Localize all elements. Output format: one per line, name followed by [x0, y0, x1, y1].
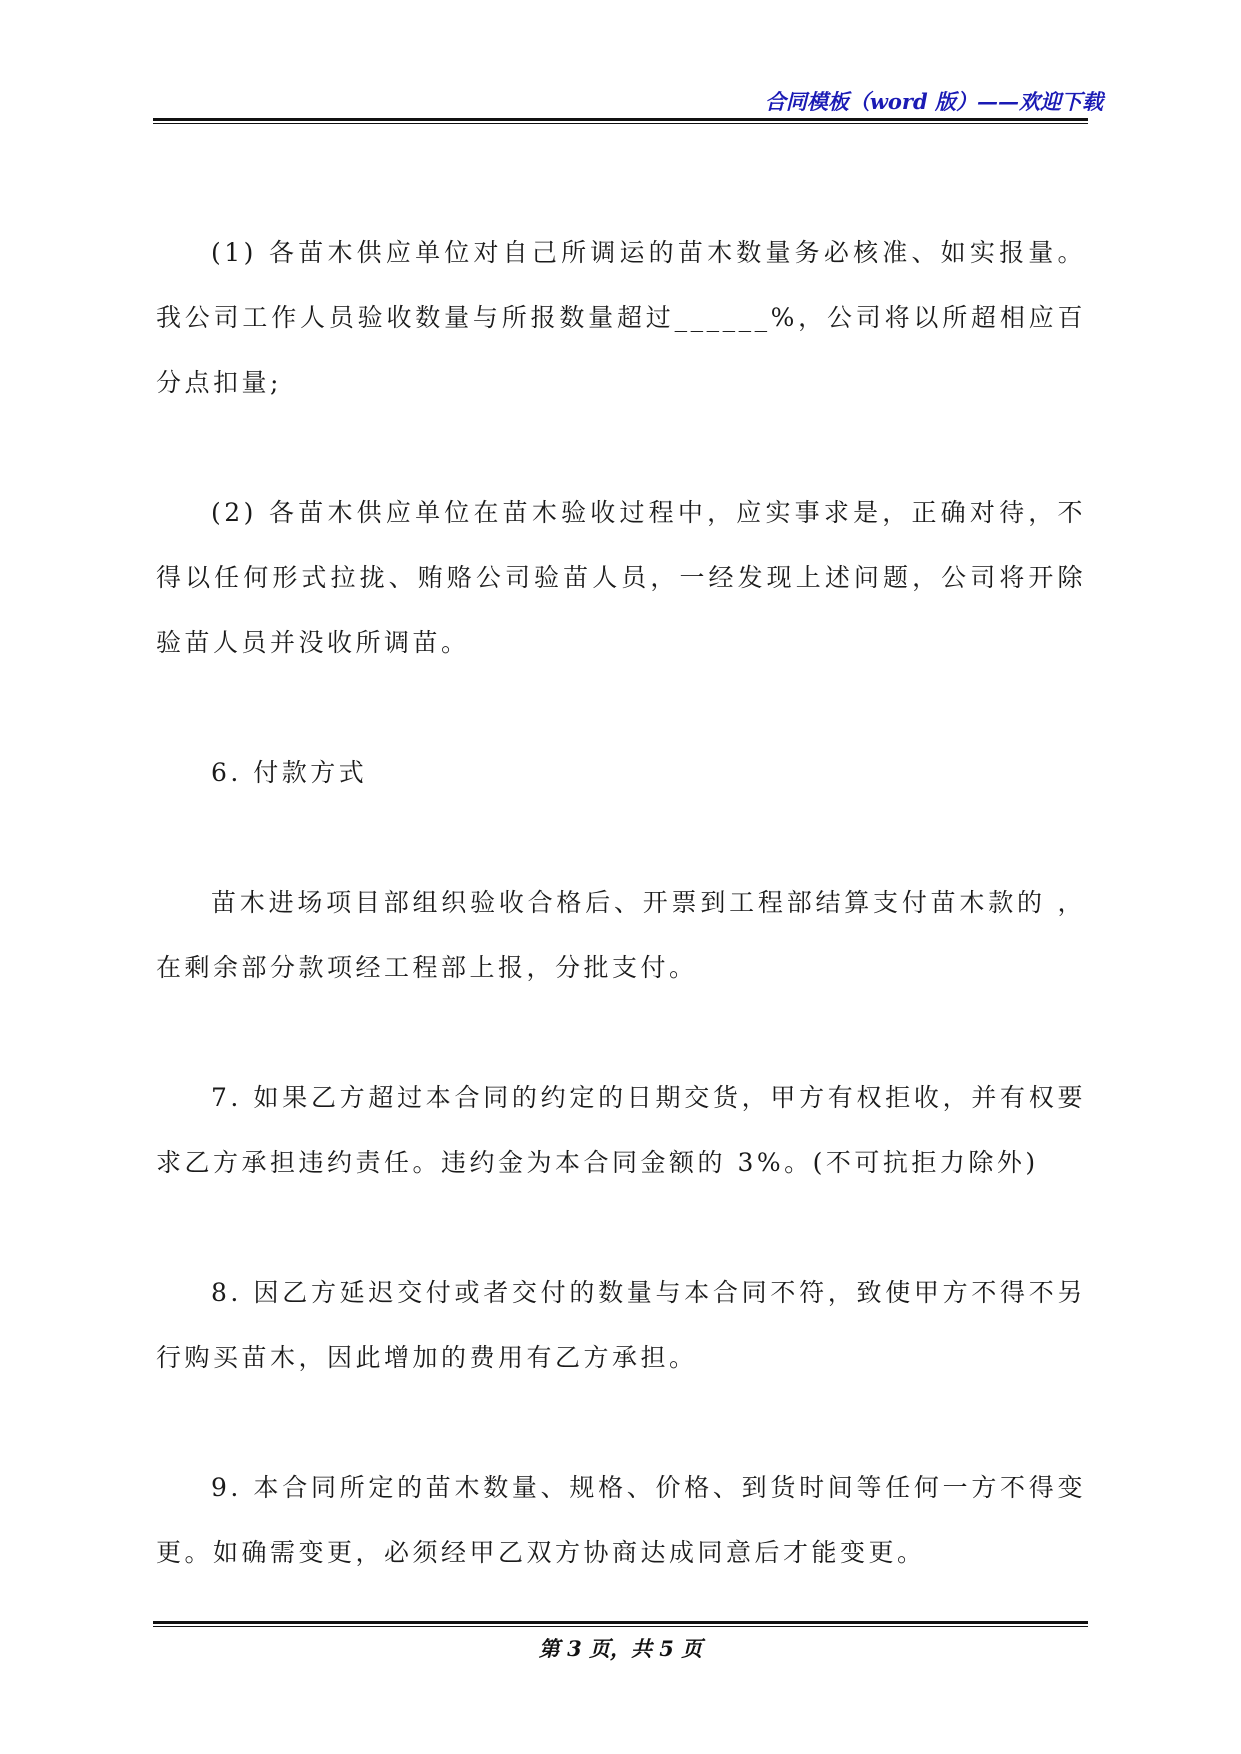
page-number: 第 3 页，共 5 页	[538, 1636, 703, 1661]
paragraph-payment: 苗木进场项目部组织验收合格后、开票到工程部结算支付苗木款的 ，在剩余部分款项经工程部上报，分批支付。	[156, 888, 1086, 982]
paragraph-clause-2: (2) 各苗木供应单位在苗木验收过程中，应实事求是，正确对待，不得以任何形式拉拢、贿赂公司验苗人员，一经发现上述问题，公司将开除验苗人员并没收所调苗。	[156, 498, 1086, 657]
paragraph-clause-1: (1) 各苗木供应单位对自己所调运的苗木数量务必核准、如实报量。我公司工作人员验收数量与所报数量超过______%，公司将以所超相应百分点扣量;	[156, 238, 1086, 397]
paragraph-clause-8: 8. 因乙方延迟交付或者交付的数量与本合同不符，致使甲方不得不另行购买苗木，因此增加的费用有乙方承担。	[156, 1278, 1086, 1372]
header-title: 合同模板（word 版）——欢迎下载	[764, 89, 1103, 114]
footer-divider	[153, 1621, 1088, 1627]
document-body	[156, 220, 1086, 1650]
header-divider	[153, 118, 1088, 124]
paragraph-clause-9: 9. 本合同所定的苗木数量、规格、价格、到货时间等任何一方不得变更。如确需变更，必须经甲乙双方协商达成同意后才能变更。	[156, 1473, 1086, 1567]
section-heading-payment: 6. 付款方式	[211, 758, 368, 787]
paragraph-clause-7: 7. 如果乙方超过本合同的约定的日期交货，甲方有权拒收，并有权要求乙方承担违约责任。违约金为本合同金额的 3%。(不可抗拒力除外)	[156, 1083, 1086, 1177]
